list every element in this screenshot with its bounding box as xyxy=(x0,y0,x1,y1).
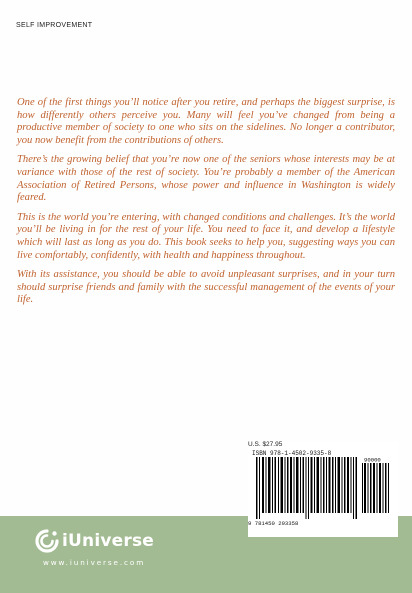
blurb-paragraph-4: With its assistance, you should be able to avoid unpleasant surprises, and in your turn should surprise friends and family with the successful management of the events of your life. xyxy=(17,269,395,306)
barcode-graphic xyxy=(252,457,394,519)
iuniverse-logo-icon xyxy=(34,528,60,554)
blurb-paragraph-2: There’s the growing belief that you’re now one of the seniors whose interests may be at variance with those of the rest of society. You’re probably a member of the American Association of Retired Persons, whose power and influence in Washington is widely feared. xyxy=(17,154,395,204)
back-cover-blurb xyxy=(17,97,395,314)
price-code-digits: 90000 xyxy=(364,457,381,464)
barcode-block xyxy=(248,441,398,537)
barcode-digits: 9 781450 293358 xyxy=(248,520,299,527)
blurb-paragraph-3: This is the world you’re entering, with changed conditions and challenges. It’s the world you’ll be living in for the rest of your life. You need to face it, and develop a lifestyle which will last as long as you do. This book seeks to help you, suggesting ways you can live comfortably, confidently, with health and happiness throughout. xyxy=(17,211,395,261)
blurb-paragraph-1: One of the first things you’ll notice after you retire, and perhaps the biggest surprise, is how differently others perceive you. Many will feel you’ve changed from being a productive member of society to one who sits on the sidelines. No longer a contributor, you now benefit from the contributions of others. xyxy=(17,97,395,146)
isbn-label: ISBN 978-1-4502-9335-8 xyxy=(252,450,332,457)
publisher-website: www.iuniverse.com xyxy=(43,558,146,567)
publisher-name: iUniverse xyxy=(62,531,155,551)
price-label: U.S. $27.95 xyxy=(248,441,283,448)
category-label: SELF IMPROVEMENT xyxy=(16,22,93,29)
